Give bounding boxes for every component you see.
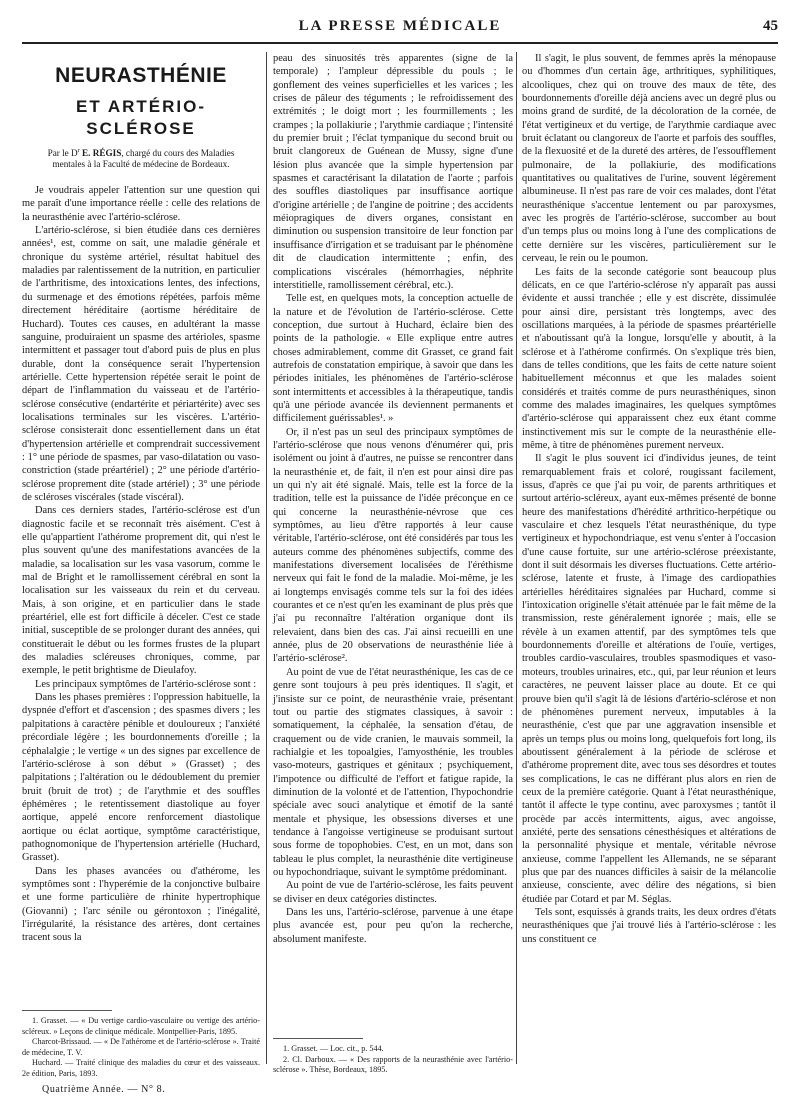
column-3 <box>522 52 776 946</box>
paragraph: Dans les phases avancées ou d'athérome, les symptômes sont : l'hyperémie de la conjonctive bulbaire et une forme particulière de rhinite hypertrophique (Giovanni) ; l'arc sénile ou gérontoxon ; l'inégalité, l'irrégularité, la résistance des artères, dont certaines tracent sous la <box>22 865 260 944</box>
issue-footer: Quatrième Année. — N° 8. <box>42 1084 166 1095</box>
column-divider <box>266 52 267 1064</box>
paragraph: Les principaux symptômes de l'artério-sclérose sont : <box>35 678 257 690</box>
footnote: 1. Grasset. — Loc. cit., p. 544. <box>283 1044 384 1053</box>
paragraph: Dans ces derniers stades, l'artério-sclérose est d'un diagnostic facile et se reconnaît très aisément. C'est à elle qu'appartient l'athérome proprement dit, qui n'est le plus souvent qu'une des manifestations avancées de la maladie, sa localisation sur les vasa vasorum, comme le mal de Bright et le ramollissement cérébral en sont la localisation sur les vaisseaux du rein et du cerveau. Mais, à son origine, et en particulier dans le stade préartériel, elle est fort difficile à déceler. C'est ce stade initial, susceptible de se prolonger durant des années, qui constituerait le début ou les formes frustes de la plupart des maladies scléreuses chroniques, comme, par exemple, le petit brightisme de Dieulafoy. <box>22 505 260 677</box>
header-rule <box>22 42 778 44</box>
column-2 <box>273 52 513 946</box>
footnote: Huchard. — Traité clinique des maladies du cœur et des vaisseaux. 2e édition, Paris, 1893. <box>22 1058 260 1078</box>
paragraph: peau des sinuosités très apparentes (signe de la temporale) ; l'ampleur dépressible du pouls ; le gonflement des veines superficielles et les varices ; les crises de pâleur des téguments ; le refroidissement des extrémités ; le doigt mort ; les fourmillements ; les crampes ; la pollakiurie ; l'arythmie cardiaque ; l'intensité du premier bruit ; l'éclat tympanique du second bruit ou bruit clangoreux de Guénean de Mussy, signe d'une lésion plus avancée que la simple hypertension par spasmes et caractérisant la dilatation de l'aorte ; parfois des souffles diastoliques par insuffisance aortique d'origine artérielle ; de l'angine de poitrine ; des accidents méiopragiques de divers organes, consistant en diminution ou suspension transitoire de leur fonction par insuffisance d'irrigation et se traduisant par le phénomène dit de claudication intermittente ; enfin, des complications viscérales (hémorrhagies, néphrite interstitielle, ramollissement cérébral, etc.). <box>273 53 513 291</box>
article-title: NEURASTHÉNIE <box>55 64 227 87</box>
article-subtitle: ET ARTÉRIO-SCLÉROSE <box>76 97 206 138</box>
footnote: 2. Cl. Darboux. — « Des rapports de la neurasthénie avec l'artério-sclérose ». Thèse, Bordeaux, 1895. <box>273 1054 513 1075</box>
paragraph: Dans les phases premières : l'oppression habituelle, la dyspnée d'effort et d'ascension ; des spasmes divers ; les palpitations à caractère pénible et douloureux ; l'anxiété précordiale légère ; les bourdonnements d'oreille ; la céphalalgie ; le vertige « un des signes par excellence de l'artério-sclérose à son début » (Grasset) ; des palpitations ; l'altération ou le dédoublement du premier bruit (bruit de trot) ; de l'arythmie et des souffles éphémères ; le retentissement diastolique au foyer aortique, appelé encore renforcement diastolique aortique ou éclat aortique, symptôme caractéristique, pathognomonique de l'hypertension artérielle (Huchard, Grasset). <box>22 692 260 864</box>
footnotes-column-2 <box>273 1044 513 1076</box>
byline <box>32 146 250 170</box>
paragraph: Au point de vue de l'état neurasthénique, les cas de ce genre sont toujours à peu près identiques. Il s'agit, et j'insiste sur ce point, de neurasthénie vraie, présentant tout ou partie des stigmates classiques, à savoir : somatiquement, la céphalée, la sensation d'étau, de craquement ou de vide cranien, le mauvais sommeil, la rachialgie et les topoalgies, l'amyosthénie, les troubles vaso-moteurs, gastriques et génitaux ; psychiquement, l'impotence ou difficulté de l'effort et fatigue rapide, la diminution de la volonté et de l'attention, l'hypochondrie spéciale avec souci analytique et émotif de la santé mentale et physique, les obsessions diverses et une tendance à l'angoisse vertigineuse se produisant surtout sous forme de topophobies. C'est, en un mot, dans son tableau le plus complet, la neurasthénie dite vertigineuse ou hypochondriaque, suivant le symptôme prédominant. <box>273 666 513 878</box>
paragraph: Tels sont, esquissés à grands traits, les deux ordres d'états neurasthéniques que j'ai trouvé liés à l'artério-sclérose : les uns constituent ce <box>522 907 776 945</box>
author-affiliation: , chargé du cours des Maladies mentales à la Faculté de médecine de Bordeaux. <box>52 148 235 170</box>
paragraph: Au point de vue de l'artério-sclérose, les faits peuvent se diviser en deux catégories distinctes. <box>273 880 513 905</box>
footnote: Charcot-Brissaud. — « De l'athérome et de l'artério-sclérose ». Traité de médecine, T. V. <box>22 1037 260 1057</box>
paragraph: Telle est, en quelques mots, la conception actuelle de la nature et de l'évolution de l'artério-sclérose. Cette conception, due surtout à Huchard, éclaire bien des points de la pathologie. « Elle explique entre autres choses admirablement, comme dit Grasset, ce grand fait autrefois de constatation empirique, à savoir que dans les périodes initiales, les phénomènes de l'artério-sclérose sont intermittents et accessibles à la thérapeutique, tandis qu'à une période avancée ils deviennent permanents et difficilement guérissables¹. » <box>273 293 513 425</box>
paragraph: Il s'agit le plus souvent ici d'individus jeunes, de teint remarquablement frais et coloré, rougissant facilement, issus, d'après ce que j'ai pu voir, de parents arthritiques et surtout artério-scléreux, ayant eux-mêmes présenté de bonne heure des manifestations d'hérédité arthritico-herpétique ou vasculaire et chez lesquels l'état neurasthénique, du type vertigineux et hypochondriaque, est venu s'enter à l'occasion d'une cause fortuite, sur une artério-sclérose préexistante, dont il suit désormais les diverses fluctuations. Cette artério-sclérose, latente et fruste, à l'image des cardiopathies artérielles héréditaires signalées par Huchard, comme si l'intoxication originelle s'était atténuée par le fait même de la transmission, reste généralement ignorée ; mais, elle se révèle à un examen attentif, par des symptômes tels que bourdonnements d'oreille et altérations de l'ouïe, vertiges, troubles cardio-vasculaires, troubles spasmodiques et vaso-moteurs, troubles urinaires, etc., qui, par leur réunion et leurs caractères, ne peuvent laisser place au doute. Et ce qui prouve bien qu'il s'agit là de lésions d'artério-sclérose et non de phénomènes purement nerveux, imputables à la neurasthénie, c'est que par une aggravation insensible et après un temps plus ou moins long, quelquefois fort long, ils aboutissent généralement à la période de sclérose et d'athérome proprement dite, avec tous ses désordres et toutes ses complications, le cas ne différant plus alors en rien de ceux de la première catégorie. Quant à l'état neurasthénique, tantôt il affecte le type continu, avec paroxysmes ; tantôt il procède par accès intermittents, aigus, avec angoisse, anxiété, perte des sensations cénesthésiques et altérations de la personnalité physique et mentale, véritable névrose anxieuse, comme l'appellent les Allemands, ne se séparant plus que par des nuances difficiles à saisir de la mélancolie anxieuse, consciente, avec délire des négations, si bien étudiée par Cotard et par M. Séglas. <box>522 453 776 905</box>
footnote-rule <box>22 1010 112 1011</box>
byline-prefix: Par le D <box>47 148 78 159</box>
column-1 <box>22 52 260 945</box>
paragraph: Or, il n'est pas un seul des principaux symptômes de l'artério-sclérose que nous venons d'énumérer qui, pris isolément ou joint à d'autres, ne puisse se rencontrer dans la neurasthénie et, de fait, il n'en est pour ainsi dire pas un qui n'y ait été signalé. Mais, telle est la force de la tradition, telle est la puissance de l'idée préconçue en ce qui concerne la neurasthénie-névrose que ces symptômes, au lieu d'être rapportés à leur cause véritable, l'artério-sclérose, ont été considérés par tous les auteurs comme des phénomènes subjectifs, comme des manifestations diversement localisées de l'éréthisme nerveux qui fait le fond de la maladie. Moi-même, je les ai longtemps envisagés comme tels sur la foi des idées courantes et ce n'est qu'en les examinant de plus près que j'ai pu reconnaître l'altération organique dont ils relevaient, dans bien des cas. J'ai ainsi recueilli en une année, plus de 20 observations de neurasthénie liée à l'artério-sclérose². <box>273 426 513 665</box>
footnote-rule <box>273 1038 363 1039</box>
author-name: E. RÉGIS <box>81 148 122 159</box>
paragraph: Les faits de la seconde catégorie sont beaucoup plus délicats, en ce que l'artério-sclérose n'y apparaît pas aussi évidente et aussi tranchée ; elle y est discrète, dissimulée pour ainsi dire, persistant très longtemps, avec des oscillations marquées, à la période de spasmes préartérielle et n'aboutissant qu'à la longue, lorsqu'elle y aboutit, à la sclérose et à l'athérome confirmés. On s'explique très bien, dans de telles conditions, que les faits de cette nature soient habituellement méconnus et que les malades soient considérés et traités comme de purs neurasthéniques, sinon comme des malades imaginaires, les quelques symptômes d'artério-sclérose qui apparaissent chez eux étant comme instinctivement mis sur le compte de la neurasthénie elle-même, à titre de phénomènes purement nerveux. <box>522 266 776 451</box>
page-number: 45 <box>763 18 778 34</box>
page-header <box>22 18 778 40</box>
column-divider <box>516 52 517 1064</box>
footnotes-column-1 <box>22 1016 260 1080</box>
paragraph: L'artério-sclérose, si bien étudiée dans ces dernières années¹, est, comme on sait, une maladie générale et chronique du système artériel, résultat habituel des maladies par ralentissement de la nutrition, en particulier de l'arthritisme, des intoxications lentes, des infections, du surmenage et des émotions répétées, parfois même directement héréditaire (aortisme héréditaire de Huchard). Toutes ces causes, en adultérant la masse sanguine, produiraient un spasme des artérioles, spasme intermittent et passager tout d'abord puis de plus en plus durable, dont la conséquence serait l'hypertension artérielle. Cette hypertension répétée serait le point de départ de l'inflammation du vaisseau et de l'artério-sclérose consécutive (endartérite et périartérite) avec ses localisations terminales sur les viscères. L'artério-sclérose consisterait donc essentiellement dans un état d'hypertension artérielle et comprendrait successivement : 1° une période de spasmes, par vaso-dilatation ou vaso-constriction (stade préartériel) ; 2° une période d'artério-sclérose proprement dite (stade artériel) ; 3° une période de scléroses viscérales (stade viscéral). <box>22 225 260 503</box>
byline-sup: r <box>77 148 80 154</box>
paragraph: Dans les uns, l'artério-sclérose, parvenue à une étape plus avancée est, pour peu qu'on la recherche, absolument manifeste. <box>273 907 513 945</box>
paragraph: Je voudrais appeler l'attention sur une question qui me paraît d'une importance réelle : celle des relations de la neurasthénie avec l'artério-sclérose. <box>22 185 260 223</box>
paragraph: Il s'agit, le plus souvent, de femmes après la ménopause ou d'hommes d'un certain âge, arthritiques, syphilitiques, alcooliques, chez qui on trouve des maux de tête, des bourdonnements d'oreille déjà anciens avec un degré plus ou moins grand de surdité, de la décoloration de la cornée, de l'état vertigineux et du vertige, de l'arythmie cardiaque avec bruit éclatant ou clangoreux de l'aorte et parfois des souffles, de la flexuosité et de la dureté des artères, de l'essoufflement pulmonaire, de la pollakiurie, des modifications quantitatives ou qualitatives de l'urine, souvent légèrement albumineuse. Il n'est pas rare de voir ces malades, dont l'état neurasthénique s'accentue lentement ou par paroxysmes, avec les progrès de l'artério-sclérose, succomber au bout d'un temps plus ou moins long à l'une des complications de cette dernière sur les viscères, particulièrement sur le cerveau, le rein ou le poumon. <box>522 53 776 265</box>
journal-title: LA PRESSE MÉDICALE <box>298 18 502 34</box>
footnote: 1. Grasset. — « Du vertige cardio-vasculaire ou vertige des artério-scléreux. » Leçons de clinique médicale. Montpellier-Paris, 1895. <box>22 1016 260 1036</box>
